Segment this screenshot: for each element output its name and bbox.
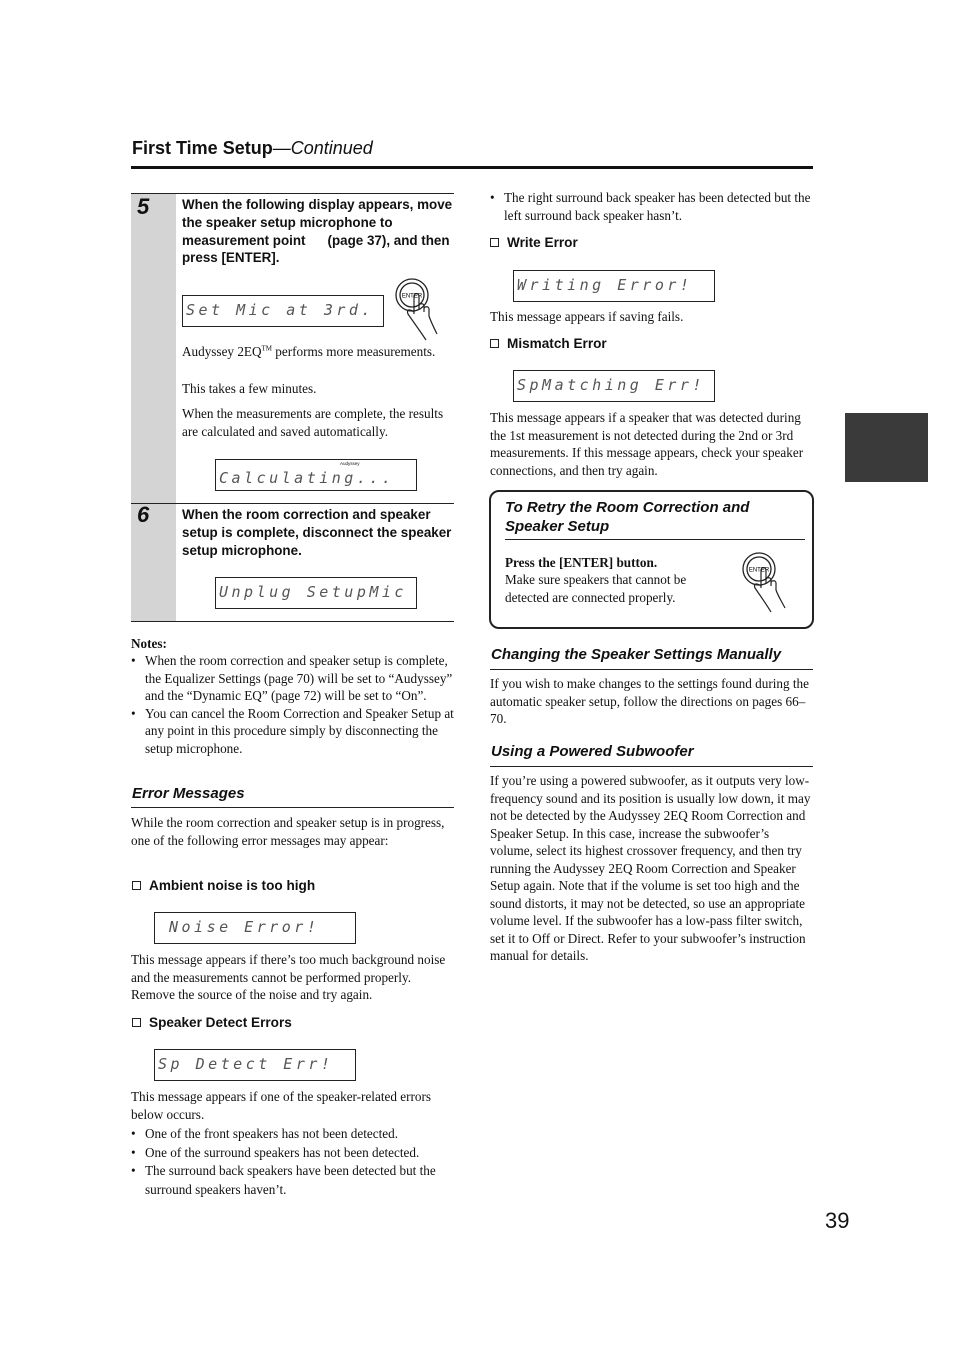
- manual-text: If you wish to make changes to the settings found during the automatic speaker setup, follow the directions on pages 66–70.: [490, 676, 810, 726]
- checkbox-icon: [132, 881, 141, 890]
- notes-title: Notes:: [131, 636, 167, 651]
- header-rule: [131, 166, 813, 169]
- step-heading: When the following display appears, move the speaker setup microphone to measurement point (page 37), and then press [ENTER].: [182, 197, 453, 266]
- section-rule: [490, 766, 813, 767]
- audyssey-small-label: Audyssey: [340, 461, 360, 466]
- checkbox-icon: [490, 339, 499, 348]
- write-error-text: This message appears if saving fails.: [490, 309, 684, 324]
- step-number-column: [131, 194, 176, 503]
- retry-instruction: Press the [ENTER] button.: [505, 555, 658, 570]
- section-rule: [490, 669, 813, 670]
- enter-button-hand-icon: [739, 552, 805, 618]
- lcd-display: Writing Error!: [513, 270, 715, 302]
- checkbox-icon: [132, 1018, 141, 1027]
- lcd-display: Audyssey Calculating...: [215, 459, 417, 491]
- section-rule: [131, 807, 454, 808]
- enter-button-label: ENTER: [748, 567, 770, 574]
- section-rule: [505, 539, 805, 540]
- retry-callout-box: [489, 490, 814, 629]
- list-item: • When the room correction and speaker setup is complete, the Equalizer Settings (page 70) will be set to “Audyssey” and the “Dynamic EQ” (page 72) will be set to “On”.: [131, 652, 454, 705]
- step-5-text-2: This takes a few minutes.: [182, 381, 317, 396]
- step-5-text-1: Audyssey 2EQ™ performs more measurements.: [182, 344, 436, 359]
- notes-list: [131, 652, 454, 757]
- list-item: • You can cancel the Room Correction and Speaker Setup at any point in this procedure simply by disconnecting the setup microphone.: [131, 705, 454, 758]
- error-intro: While the room correction and speaker setup is in progress, one of the following error messages may appear:: [131, 815, 445, 848]
- speaker-detect-text: This message appears if one of the speaker-related errors below occurs.: [131, 1089, 431, 1122]
- section-heading: Using a Powered Subwoofer: [491, 743, 694, 760]
- list-item: • One of the surround speakers has not been detected.: [131, 1144, 454, 1163]
- lcd-display: Set Mic at 3rd.: [182, 295, 384, 327]
- lcd-display: Noise Error!: [154, 912, 356, 944]
- speaker-detect-list: [131, 1125, 454, 1199]
- subheading-ambient-noise: Ambient noise is too high: [132, 877, 315, 895]
- retry-text: Make sure speakers that cannot be detected are connected properly.: [505, 572, 687, 605]
- page-number: 39: [825, 1208, 850, 1233]
- enter-button-label: ENTER: [401, 293, 423, 300]
- lcd-display: Sp Detect Err!: [154, 1049, 356, 1081]
- mismatch-error-text: This message appears if a speaker that was detected during the 1st measurement is not detected during the 2nd or 3rd measurements. If this message appears, check your speaker connections, and then try again.: [490, 410, 804, 478]
- step-5-box: [131, 193, 454, 503]
- section-heading: Error Messages: [132, 785, 245, 802]
- lcd-display: Unplug SetupMic: [215, 577, 417, 609]
- step-6-box: [131, 503, 454, 622]
- subheading-speaker-detect: Speaker Detect Errors: [132, 1014, 292, 1032]
- section-heading: Changing the Speaker Settings Manually: [491, 646, 782, 663]
- retry-heading: To Retry the Room Correction and Speaker Setup: [505, 499, 750, 535]
- list-item: • The surround back speakers have been detected but the surround speakers haven’t.: [131, 1162, 454, 1199]
- speaker-detect-list-continued: [490, 189, 813, 224]
- checkbox-icon: [490, 238, 499, 247]
- step-number: 6: [137, 502, 150, 527]
- subwoofer-text: If you’re using a powered subwoofer, as it outputs very low-frequency sound and its position is usually low down, it may not be detected by the Audyssey 2EQ Room Correction and Speaker Setup. In this case, increase the subwoofer’s volume, select its highest crossover frequency, and then try running the Audyssey 2EQ Room Correction and Speaker Setup again. Note that if the volume is set too high and the sound distorts, it may not be detected, so use an appropriate volume level. If the subwoofer has a low-pass filter switch, set it to Off or Direct. Refer to your subwoofer’s instruction manual for details.: [490, 773, 811, 963]
- subheading-mismatch-error: Mismatch Error: [490, 335, 607, 353]
- list-item: • One of the front speakers has not been detected.: [131, 1125, 454, 1144]
- lcd-display: SpMatching Err!: [513, 370, 715, 402]
- ambient-noise-text: This message appears if there’s too much background noise and the measurements cannot be performed properly. Remove the source of the noise and try again.: [131, 952, 446, 1002]
- chapter-side-tab: [845, 413, 928, 482]
- step-heading: When the room correction and speaker setup is complete, disconnect the speaker setup microphone.: [182, 507, 452, 558]
- step-number: 5: [137, 194, 150, 219]
- step-5-text-3: When the measurements are complete, the results are calculated and saved automatically.: [182, 406, 444, 439]
- subheading-write-error: Write Error: [490, 234, 578, 252]
- page-header-title: First Time Setup—Continued: [132, 138, 373, 158]
- enter-button-hand-icon: [390, 278, 456, 344]
- list-item: • The right surround back speaker has been detected but the left surround back speaker hasn’t.: [490, 189, 813, 224]
